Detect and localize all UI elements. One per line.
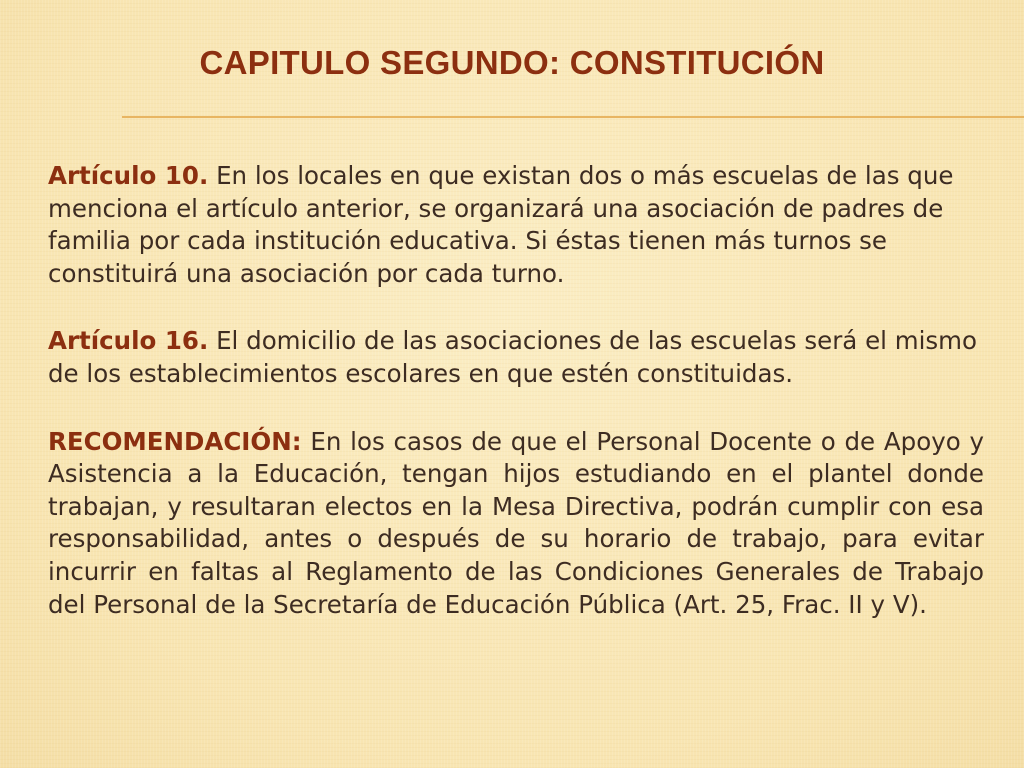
article-10-heading: Artículo 10. <box>48 161 209 190</box>
recommendation-heading: RECOMENDACIÓN: <box>48 426 302 456</box>
article-16-paragraph <box>48 325 984 390</box>
article-10-text: En los locales en que existan dos o más escuelas de las que menciona el artículo anterior, se organizará una asociación de padres de familia por cada institución educativa. Si éstas tienen más turnos se constituirá una asociación por cada turno. <box>48 161 954 288</box>
recommendation-paragraph <box>48 426 984 622</box>
slide-body <box>48 160 984 656</box>
title-divider <box>122 116 1024 118</box>
article-10-paragraph <box>48 160 984 290</box>
recommendation-text: En los casos de que el Personal Docente o de Apoyo y Asistencia a la Educación, tengan hijos estudiando en el plantel donde trabajan, y resultaran electos en la Mesa Directiva, podrán cumplir con esa responsabilidad, antes o después de su horario de trabajo, para evitar incurrir en faltas al Reglamento de las Condiciones Generales de Trabajo del Personal de la Secretaría de Educación Pública (Art. 25, Frac. II y V). <box>48 426 984 619</box>
article-16-text: El domicilio de las asociaciones de las escuelas será el mismo de los establecimientos escolares en que estén constituidas. <box>48 326 978 388</box>
slide-title: CAPITULO SEGUNDO: CONSTITUCIÓN <box>199 44 825 81</box>
article-16-heading: Artículo 16. <box>48 326 209 356</box>
